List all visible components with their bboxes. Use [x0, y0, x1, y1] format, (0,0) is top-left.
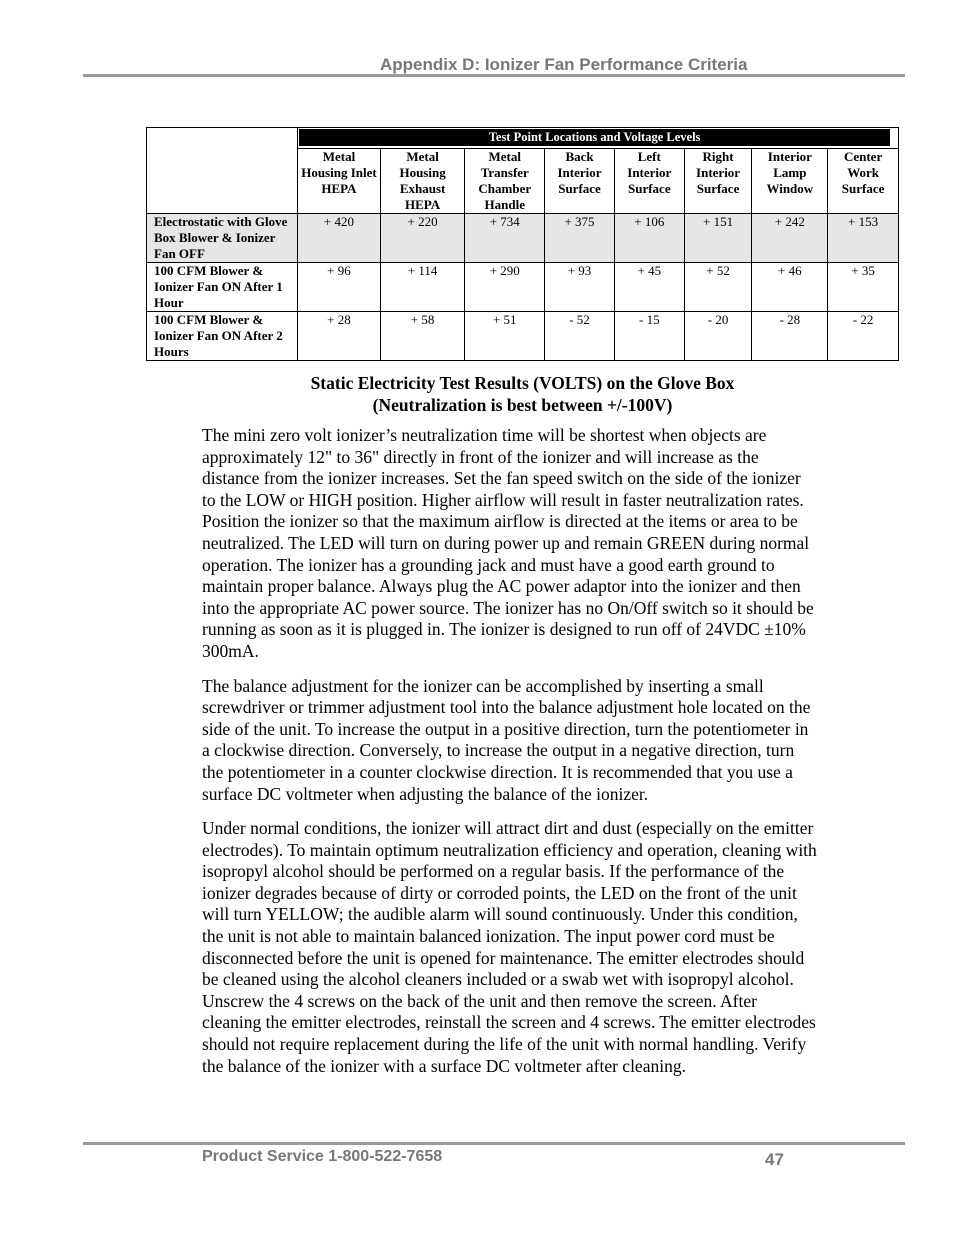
table-cell: + 734 [465, 214, 545, 263]
voltage-results-table [146, 127, 899, 361]
paragraph: Under normal conditions, the ionizer will attract dirt and dust (especially on the emitter electrodes). To maintain optimum neutralization efficiency and operation, cleaning with isopropyl alcohol should be performed on a regular basis. If the performance of the ionizer degrades because of dirty or corroded points, the LED on the front of the unit will turn YELLOW; the audible alarm will sound continuously. Under this condition, the unit is not able to maintain balanced ionization. The input power cord must be disconnected before the unit is opened for maintenance. The emitter electrodes should be cleaned using the alcohol cleaners included or a swab wet with isopropyl alcohol. Unscrew the 4 screws on the back of the unit and then remove the screen. After cleaning the emitter electrodes, reinstall the screen and 4 screws. The emitter electrodes should not require replacement during the life of the unit with normal handling. Verify the balance of the ionizer with a surface DC voltmeter after cleaning. [202, 818, 817, 1076]
table-cell: + 106 [614, 214, 684, 263]
header-divider [83, 74, 905, 77]
table-banner: Test Point Locations and Voltage Levels [299, 129, 890, 146]
table-cell: + 220 [380, 214, 465, 263]
column-header: Right Interior Surface [684, 149, 752, 214]
table-cell: + 290 [465, 263, 545, 312]
row-label: Electrostatic with Glove Box Blower & Ionizer Fan OFF [147, 214, 298, 263]
caption-line: Static Electricity Test Results (VOLTS) on the Glove Box [310, 373, 735, 393]
table-cell: + 58 [380, 312, 465, 361]
table-cell: + 420 [298, 214, 381, 263]
table-cell: - 15 [614, 312, 684, 361]
paragraph: The balance adjustment for the ionizer can be accomplished by inserting a small screwdriver or trimmer adjustment tool into the balance adjustment hole located on the side of the unit. To increase the output in a positive direction, turn the potentiometer in a clockwise direction. Conversely, to increase the output in a negative direction, turn the potentiometer in a counter clockwise direction. It is recommended that you use a surface DC voltmeter when adjusting the balance of the ionizer. [202, 675, 811, 804]
table-cell: + 151 [684, 214, 752, 263]
footer-service-line: Product Service 1-800-522-7658 [202, 1148, 443, 1165]
table-cell: + 96 [298, 263, 381, 312]
column-header: Metal Transfer Chamber Handle [465, 149, 545, 214]
table-row [147, 312, 899, 361]
body-text [202, 425, 817, 1090]
table-cell: - 52 [545, 312, 615, 361]
table-cell: + 45 [614, 263, 684, 312]
table-cell: + 51 [465, 312, 545, 361]
page-number: 47 [765, 1150, 784, 1169]
table-cell: + 375 [545, 214, 615, 263]
table-cell: + 93 [545, 263, 615, 312]
table-cell: + 153 [828, 214, 899, 263]
table-caption [146, 372, 899, 416]
column-header: Back Interior Surface [545, 149, 615, 214]
table-row [147, 263, 899, 312]
table-cell: - 22 [828, 312, 899, 361]
row-label: 100 CFM Blower & Ionizer Fan ON After 1 Hour [147, 263, 298, 312]
column-header: Metal Housing Exhaust HEPA [380, 149, 465, 214]
page-header-title: Appendix D: Ionizer Fan Performance Criteria [380, 55, 748, 74]
table-banner-cell [298, 128, 899, 149]
table-cell: + 52 [684, 263, 752, 312]
table-cell: + 114 [380, 263, 465, 312]
row-label: 100 CFM Blower & Ionizer Fan ON After 2 Hours [147, 312, 298, 361]
column-header: Left Interior Surface [614, 149, 684, 214]
table-cell: + 46 [752, 263, 828, 312]
table-cell: - 20 [684, 312, 752, 361]
paragraph: The mini zero volt ionizer’s neutralization time will be shortest when objects are approximately 12" to 36" directly in front of the ionizer and will increase as the distance from the ionizer increases. Set the fan speed switch on the side of the ionizer to the LOW or HIGH position. Higher airflow will result in faster neutralization rates. Position the ionizer so that the maximum airflow is directed at the items or area to be neutralized. The LED will turn on during power up and remain GREEN during normal operation. The ionizer has a grounding jack and must have a good earth ground to maintain proper balance. Always plug the AC power adaptor into the ionizer and then into the appropriate AC power source. The ionizer has no On/Off switch so it should be running as soon as it is plugged in. The ionizer is designed to run off of 24VDC ±10% 300mA. [202, 425, 814, 661]
table-cell: + 35 [828, 263, 899, 312]
table-cell: + 242 [752, 214, 828, 263]
column-header: Interior Lamp Window [752, 149, 828, 214]
caption-line: (Neutralization is best between +/-100V) [372, 395, 673, 415]
column-header: Center Work Surface [828, 149, 899, 214]
table-cell: + 28 [298, 312, 381, 361]
footer-divider [83, 1142, 905, 1145]
column-header: Metal Housing Inlet HEPA [298, 149, 381, 214]
table-cell: - 28 [752, 312, 828, 361]
table-row [147, 214, 899, 263]
table-corner-cell [147, 128, 298, 214]
